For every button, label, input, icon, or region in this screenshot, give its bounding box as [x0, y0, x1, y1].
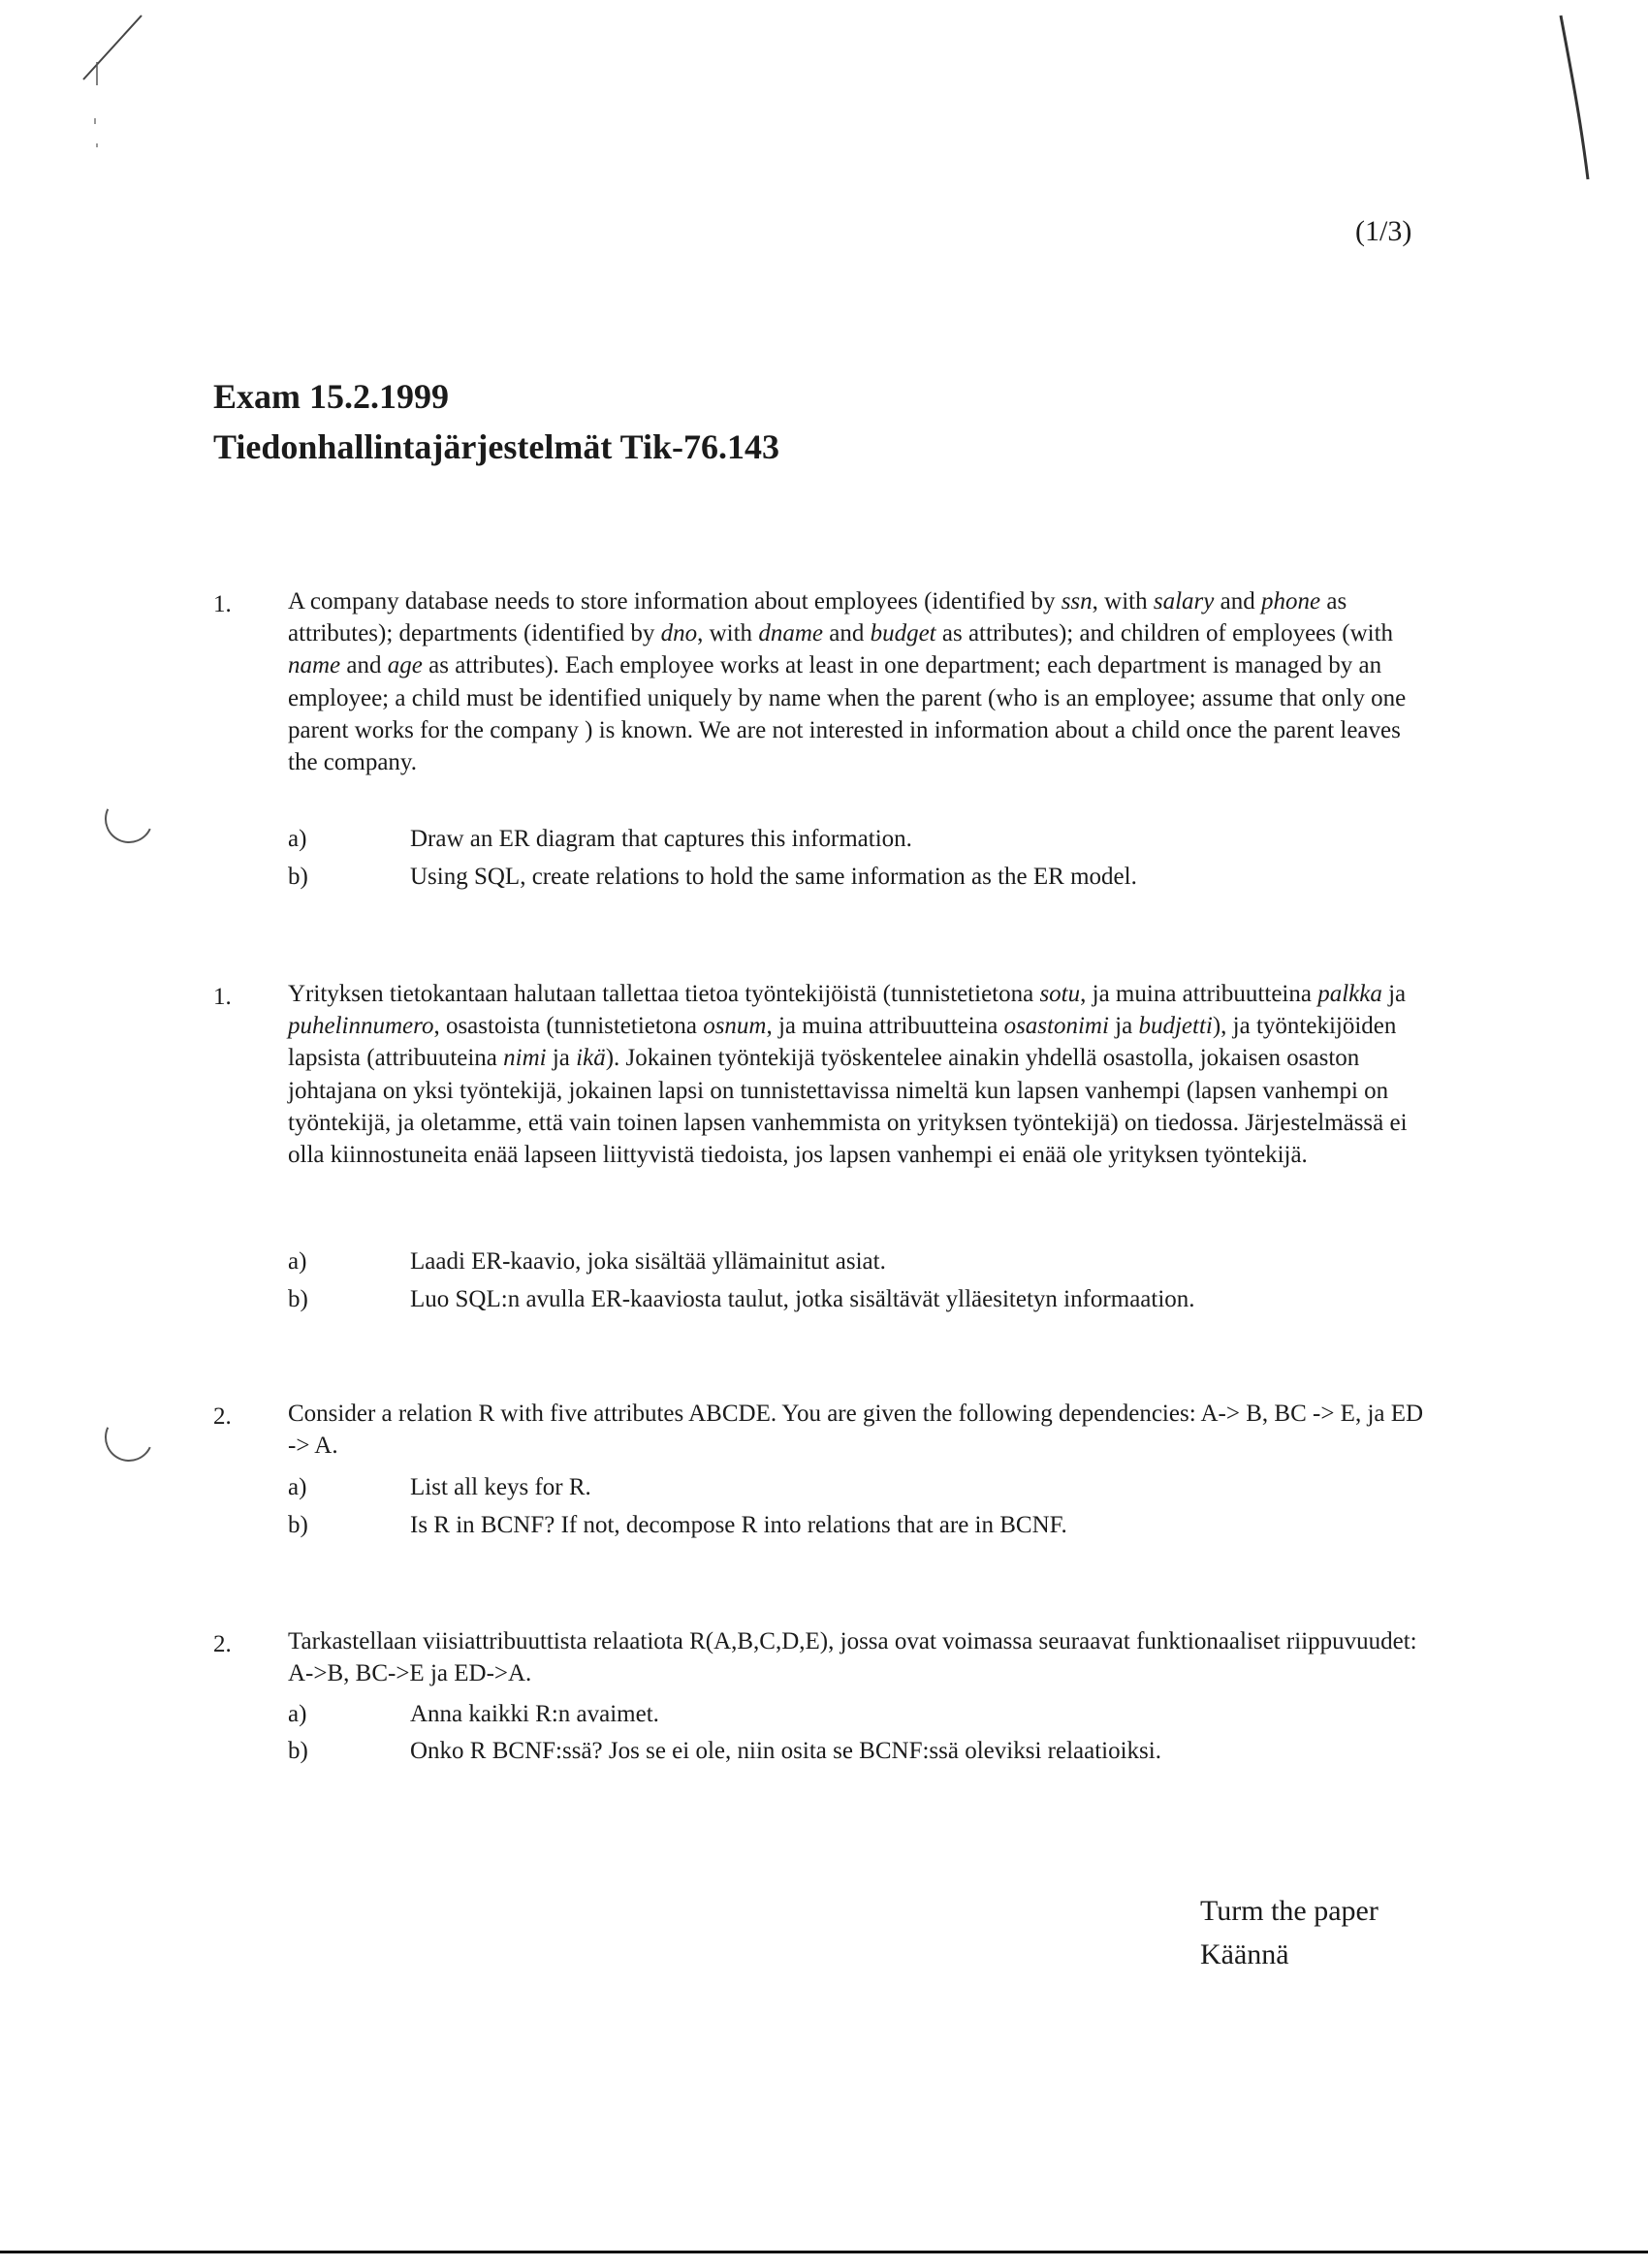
text-run: and [822, 620, 871, 647]
turn-page-note-fi: Käännä [1200, 1938, 1289, 1970]
pen-stroke-mark [76, 12, 153, 147]
turn-page-note: Turm the paper [1200, 1895, 1379, 1927]
text-run: as attributes); departments (identified by [288, 588, 1347, 647]
text-run: Yrityksen tietokantaan halutaan tallettaa tietoa työntekijöistä (tunnistetietona [288, 981, 1040, 1007]
attribute-term: dno [660, 620, 698, 647]
attribute-term: budjetti [1138, 1013, 1213, 1040]
subquestion-label: a) [288, 1701, 307, 1727]
text-run: , osastoista (tunnistetietona [433, 1013, 704, 1040]
question-number: 1. [213, 591, 232, 617]
exam-date-title: Exam 15.2.1999 [213, 377, 449, 416]
subquestion-label: a) [288, 826, 307, 852]
attribute-term: nimi [503, 1045, 547, 1072]
subquestion-text: Is R in BCNF? If not, decompose R into relations that are in BCNF. [410, 1512, 1067, 1538]
attribute-term: phone [1260, 588, 1321, 614]
subquestion-text: Laadi ER-kaavio, joka sisältää yllämainitut asiat. [410, 1248, 886, 1275]
text-run: , ja muina attribuutteina [766, 1013, 1004, 1040]
attribute-term: dname [758, 620, 823, 647]
text-run: as attributes); and children of employees (with [935, 620, 1394, 647]
text-run: ), ja työntekijöiden lapsista (attribuuteina [288, 1013, 1397, 1072]
subquestion-label: a) [288, 1474, 307, 1500]
subquestion-text: Onko R BCNF:ssä? Jos se ei ole, niin osita se BCNF:ssä oleviksi relaatioiksi. [410, 1738, 1161, 1764]
subquestion-text: List all keys for R. [410, 1474, 591, 1500]
text-run: , with [697, 620, 759, 647]
subquestion-text: Draw an ER diagram that captures this information. [410, 826, 912, 852]
text-run: , ja muina attribuutteina [1080, 981, 1318, 1007]
text-run: as attributes). Each employee works at least in one department; each department is managed by an employee; a child must be identified uniquely by name when the parent (who is an employee; assume that only one parent works for the company ) is known. We are not interested in information about a child once the parent leaves the company. [288, 652, 1407, 776]
subquestion-label: b) [288, 1512, 308, 1538]
page-number: (1/3) [1355, 215, 1412, 247]
attribute-term: osnum [703, 1013, 767, 1040]
attribute-term: age [387, 652, 423, 679]
punch-hole-bottom [98, 1406, 160, 1468]
subquestion-label: b) [288, 1286, 308, 1312]
punch-hole-top [98, 788, 160, 850]
attribute-term: budget [870, 620, 936, 647]
subquestion-label: b) [288, 864, 308, 890]
question-text: Consider a relation R with five attributes ABCDE. You are given the following dependencies: A-> B, BC -> E, ja ED -> A. [288, 1401, 1424, 1460]
subquestion-text: Using SQL, create relations to hold the same information as the ER model. [410, 864, 1137, 890]
course-title: Tiedonhallintajärjestelmät Tik-76.143 [213, 427, 780, 466]
text-run: A company database needs to store information about employees (identified by [288, 588, 1062, 614]
text-run: ja [1381, 981, 1407, 1007]
scan-bottom-edge [0, 2251, 1648, 2253]
subquestion-label: b) [288, 1738, 308, 1764]
subquestion-text: Anna kaikki R:n avaimet. [410, 1701, 659, 1727]
question-number: 2. [213, 1403, 232, 1430]
text-run: ja [1108, 1013, 1139, 1040]
attribute-term: osastonimi [1003, 1013, 1109, 1040]
attribute-term: salary [1153, 588, 1215, 614]
subquestion-text: Luo SQL:n avulla ER-kaaviosta taulut, jotka sisältävät ylläesitetyn informaation. [410, 1286, 1195, 1312]
attribute-term: palkka [1317, 981, 1382, 1007]
text-run: and [340, 652, 388, 679]
attribute-term: ssn [1061, 588, 1093, 614]
text-run: ). Jokainen työntekijä työskentelee ainakin yhdellä osastolla, jokaisen osaston johtajana on yksi työntekijä, jokainen lapsi on tunnistettavissa nimeltä kun lapsen vanhempi (lapsen vanhempi on työntekijä, ja oletamme, että vain toinen lapsen vanhemmista on yrityksen työntekijä) on tiedossa. Järjestelmässä ei olla kiinnostuneita enää lapseen liittyvistä tiedoista, jos lapsen vanhempi ei enää ole yrityksen työntekijä. [288, 1045, 1408, 1169]
question-text: Tarkastellaan viisiattribuuttista relaatiota R(A,B,C,D,E), jossa ovat voimassa seuraavat funktionaaliset riippuvuudet: A->B, BC->E ja ED->A. [288, 1628, 1417, 1687]
question-text [288, 978, 1432, 1171]
edge-stroke-mark [1551, 10, 1600, 184]
subquestion-label: a) [288, 1248, 307, 1275]
question-number: 1. [213, 984, 232, 1010]
text-run: and [1214, 588, 1261, 614]
attribute-term: sotu [1039, 981, 1081, 1007]
text-run: , with [1092, 588, 1154, 614]
attribute-term: puhelinnumero [288, 1013, 434, 1040]
question-text [288, 585, 1432, 778]
question-number: 2. [213, 1631, 232, 1657]
attribute-term: name [288, 652, 341, 679]
attribute-term: ikä [576, 1045, 606, 1072]
text-run: ja [546, 1045, 577, 1072]
